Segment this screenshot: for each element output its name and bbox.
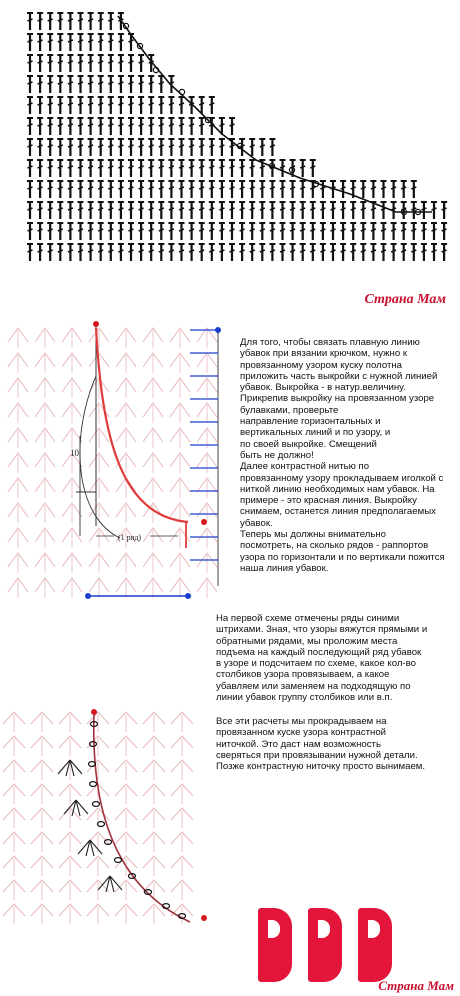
stitch-row	[27, 180, 417, 198]
curve-end-point	[201, 915, 207, 921]
measure-endpoint	[185, 593, 191, 599]
measure-endpoint	[215, 327, 221, 333]
curve-start-point	[93, 321, 99, 327]
stitch-row	[27, 54, 154, 72]
measure-label: 10	[70, 448, 79, 458]
chain-stitch	[90, 782, 97, 787]
decrease-curve	[96, 328, 188, 522]
chain-stitch	[179, 89, 184, 94]
helper-curve	[80, 376, 120, 538]
stitch-row	[27, 75, 174, 93]
chain-stitch	[93, 802, 100, 807]
brand-watermark-footer: Страна Мам	[378, 978, 454, 993]
chain-stitch	[115, 858, 122, 863]
stitch-row	[27, 222, 447, 240]
brand-watermark: Страна Мам	[364, 292, 446, 307]
chain-stitch	[105, 840, 112, 845]
stitch-row	[27, 243, 447, 261]
decrease-chart-diagram	[0, 700, 230, 930]
arrow-label: (1 ряд)	[118, 533, 142, 542]
instruction-paragraph-1: Для того, чтобы связать плавную линию убавок при вязании крючком, нужно к провязанному узором куску полотна приложить часть выкройки с нужной линией убавок. Выкройка - в натур.величину. Прикрепив выкройку на провязанном узоре булавками, проверьте направление горизонтальных и вертикальных линий и по узору, и по своей выкройке. Смещений быть не должно! Далее контрастной нитью по провязанному узору прокладываем иголкой с ниткой линию необходимых нам убавок. На примере - это красная линия. Выкройку снимаем, останется линия предполагаемых убавок. Теперь мы должны внимательно посмотреть, на сколько рядов - раппортов узора по горизонтали и по вертикали пожится наша линия убавок.	[240, 337, 445, 574]
pattern-overlay-diagram	[0, 316, 230, 606]
stitch-row	[27, 117, 235, 135]
postila-logo-icon	[258, 908, 438, 984]
curve-start-point	[91, 709, 97, 715]
crochet-chart-top	[0, 0, 460, 290]
measure-endpoint	[85, 593, 91, 599]
instruction-paragraph-2: На первой схеме отмечены ряды синими штрихами. Зная, что узоры вяжутся прямыми и обратными рядами, мы проложим места подъема на каждый последующий ряд убавок в узоре и подсчитаем по схеме, какое кол-во столбиков узора провязываем, а какое убавляем или заменяем на подходящую по линии убавок группу столбиков или в.п.	[216, 613, 428, 704]
stitch-row	[27, 33, 134, 51]
stitch-row	[27, 201, 447, 219]
instruction-paragraph-3: Все эти расчеты мы прокрадываем на провязанном куске узора контрастной ниточкой. Это даст нам возможность сверяться при провязывании нужной детали. Позже контрастную ниточку просто вынимаем.	[216, 716, 426, 773]
stitch-fan	[64, 800, 88, 816]
curve-end-point	[201, 519, 207, 525]
decrease-diagonal-line	[118, 16, 432, 212]
chain-stitch	[98, 822, 105, 827]
stitch-row	[27, 12, 124, 30]
